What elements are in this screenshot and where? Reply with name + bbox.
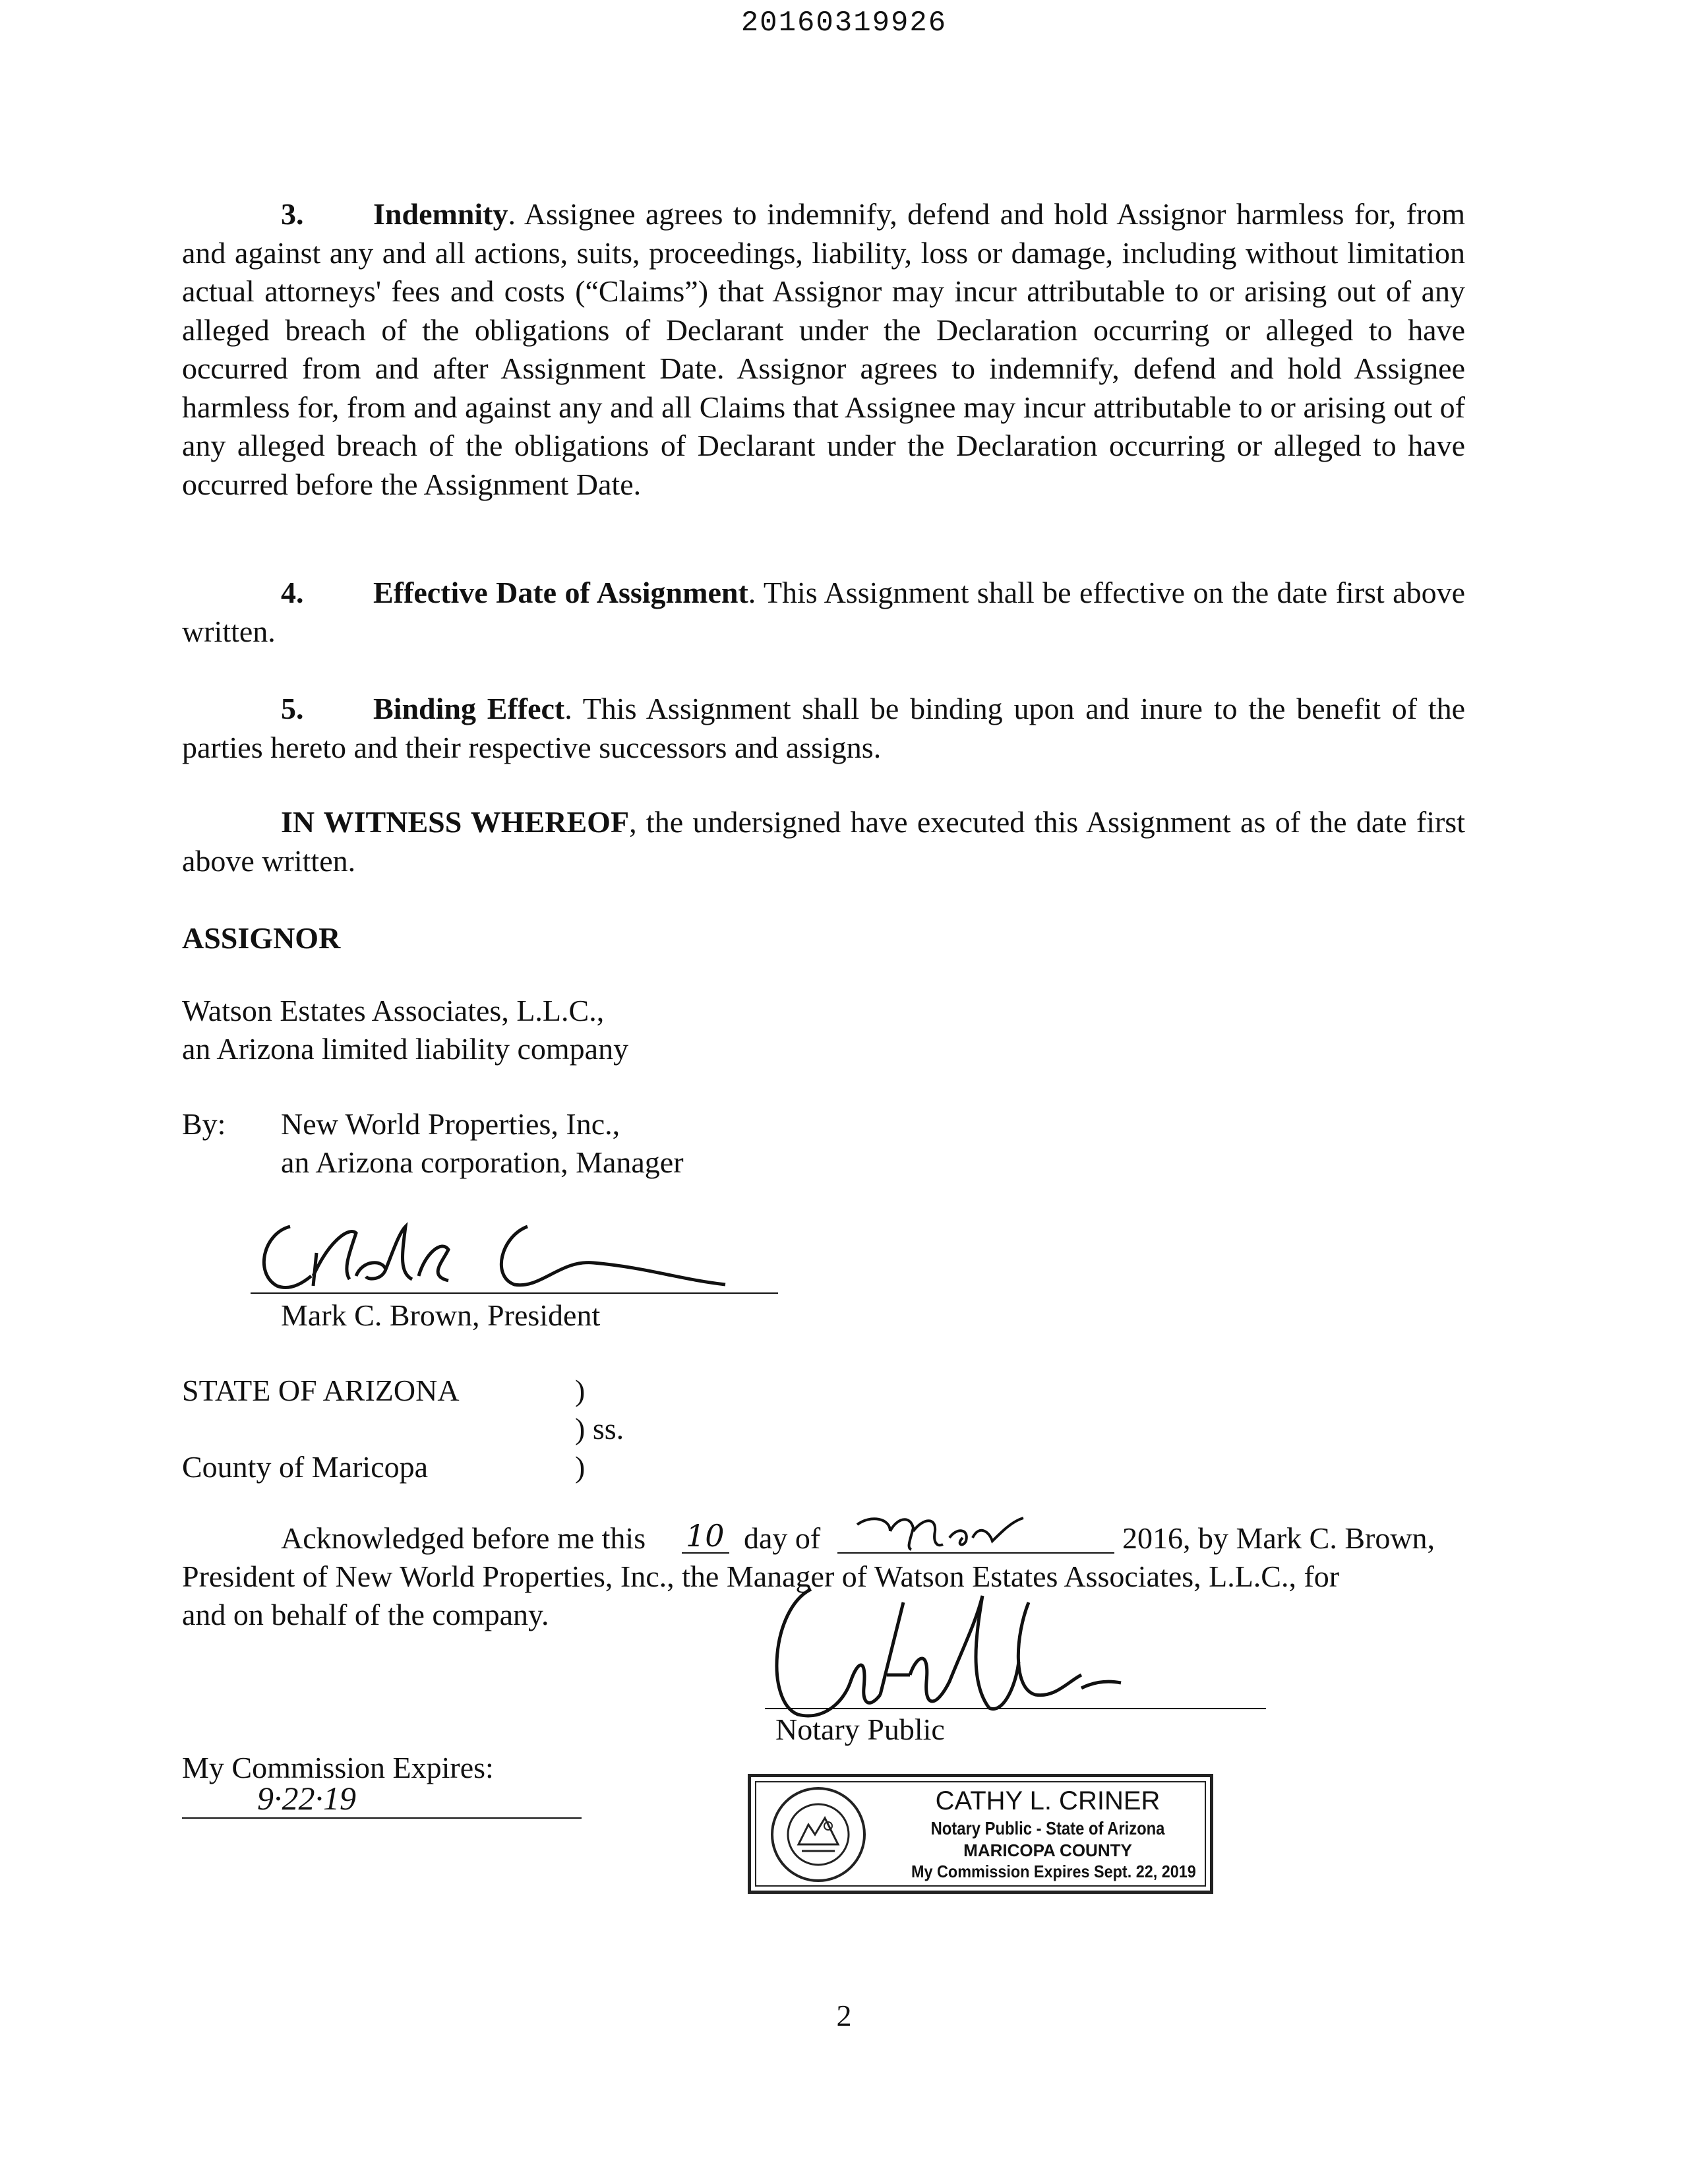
section-binding-effect [182,690,1465,767]
commission-date-handwritten: 9·22·19 [257,1780,356,1817]
section-indemnity [182,195,1465,504]
page-number: 2 [836,1999,852,2032]
seal-county: MARICOPA COUNTY [963,1840,1132,1860]
ack-year: 2016, by Mark C. Brown, [1122,1521,1435,1555]
venue-paren: ) [575,1374,586,1407]
ack-line3: and on behalf of the company. [182,1598,549,1631]
witness-text: , the undersigned have executed this Assignment as of the date first above written. [182,805,1465,878]
ack-month [857,1519,913,1558]
assignor-signature [251,1213,791,1306]
ack-day: 10 [686,1518,725,1554]
manager-name: New World Properties, Inc., [281,1107,620,1141]
document-number: 20160319926 [740,7,948,40]
witness-lead: IN WITNESS WHEREOF [281,805,630,839]
ack-line2: President of New World Properties, Inc., the Manager of Watson Estates Associates, L.L.C., for [182,1560,1340,1593]
section-effective-date [182,574,1465,651]
arizona-state-seal-icon [766,1785,871,1884]
section-text: . Assignee agrees to indemnify, defend and hold Assignor harmless for, from and against any and all actions, suits, proceedings, liability, loss or damage, including without limitation actual attorneys' fees and costs (“Claims”) that Assignor may incur attributable to or arising out of any alleged breach of the obligations of Declarant under the Declaration occurring or alleged to have occurred from and after Assignment Date. Assignor agrees to indemnify, defend and hold Assignee harmless for, from and against any and all Claims that Assignee may incur attributable to or arising out of any alleged breach of the obligations of Declarant under the Declaration occurring or alleged to have occurred before the Assignment Date. [182,197,1465,501]
ack-prefix: Acknowledged before me this [281,1521,646,1555]
section-heading: Binding Effect [373,692,565,725]
section-number: 5. [281,692,304,725]
notary-label: Notary Public [775,1713,945,1746]
notary-seal-stamp [748,1774,1213,1894]
venue-state: STATE OF ARIZONA [182,1374,460,1407]
commission-label: My Commission Expires: [182,1751,494,1784]
section-heading: Indemnity [373,197,508,231]
seal-expires: My Commission Expires Sept. 22, 2019 [911,1862,1196,1881]
assignor-heading: ASSIGNOR [182,921,341,955]
section-text: . This Assignment shall be binding upon and inure to the benefit of the parties hereto and their respective successors and assigns. [182,692,1466,764]
assignor-company-desc: an Arizona limited liability company [182,1032,629,1066]
signatory-name: Mark C. Brown, President [281,1298,601,1332]
section-heading: Effective Date of Assignment [373,576,748,609]
manager-desc: an Arizona corporation, Manager [281,1145,684,1179]
section-number: 4. [281,576,304,609]
section-text: . This Assignment shall be effective on the date first above written. [182,576,1465,648]
signature-line [251,1292,778,1294]
commission-date-line [182,1817,582,1819]
notary-signature-line [765,1708,1266,1709]
ack-day-of: day of [744,1521,821,1555]
seal-title: Notary Public - State of Arizona [930,1818,1165,1838]
venue-paren: ) [575,1450,586,1484]
section-number: 3. [281,197,304,231]
venue-ss: ) ss. [575,1412,624,1445]
witness-clause [182,803,1465,880]
by-label: By: [182,1107,226,1141]
assignor-company: Watson Estates Associates, L.L.C., [182,994,605,1027]
venue-county: County of Maricopa [182,1450,429,1484]
seal-name: CATHY L. CRINER [935,1786,1160,1815]
